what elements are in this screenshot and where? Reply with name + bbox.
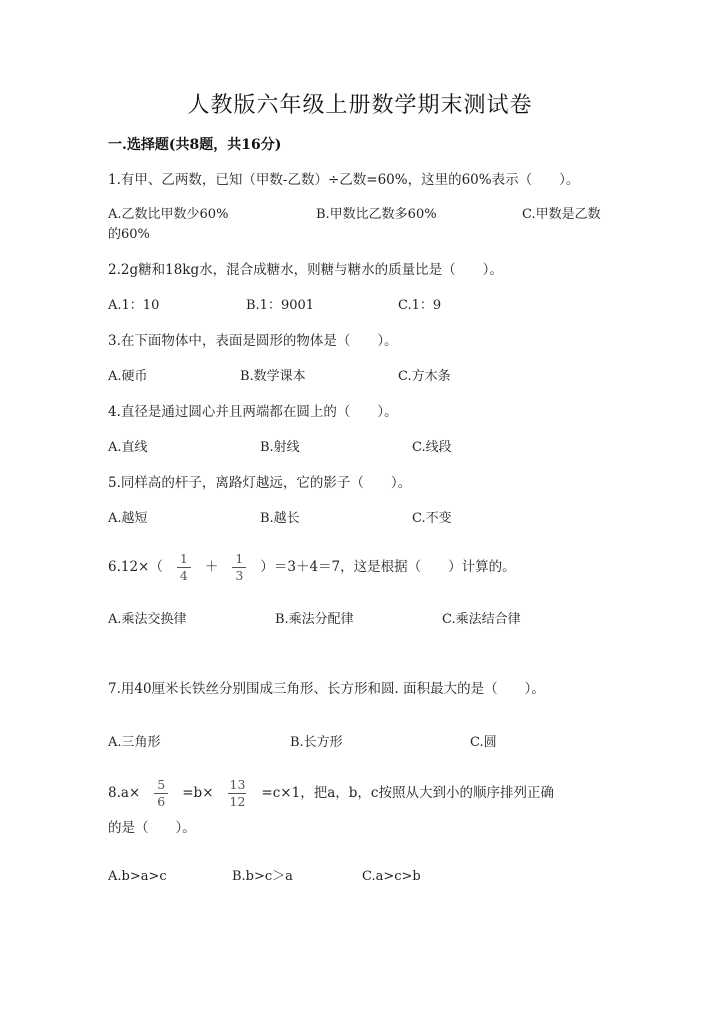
q3-option-a: A.硬币 <box>108 369 148 384</box>
q2-option-a: A.1：10 <box>108 298 160 313</box>
q8-option-a: A.b>a>c <box>108 869 167 884</box>
q8-fraction-2: $\frac{13}{12}$ <box>229 777 246 809</box>
q6-option-c: C.乘法结合律 <box>442 612 521 627</box>
q6-fraction-2: $\frac{1}{3}$ <box>232 552 246 583</box>
question-3: 3.在下面物体中，表面是圆形的物体是（ ）。 <box>108 333 398 349</box>
q8-suffix: =c×1，把a，b，c按照从大到小的顺序排列正确 <box>261 785 554 801</box>
q1-option-b: B.甲数比乙数多60% <box>316 207 437 222</box>
q4-option-c: C.线段 <box>412 440 452 455</box>
page-title: 人教版六年级上册数学期末测试卷 <box>187 93 533 118</box>
q3-option-b: B.数学课本 <box>240 369 306 384</box>
q8-option-b: B.b>c＞a <box>232 869 293 884</box>
q8-fraction-1: $\frac{5}{6}$ <box>154 778 168 809</box>
q8-mid: =b× <box>182 785 214 801</box>
question-4: 4.直径是通过圆心并且两端都在圆上的（ ）。 <box>108 404 398 420</box>
section-heading: 一.选择题(共8题，共16分) <box>108 137 282 153</box>
q5-option-a: A.越短 <box>108 511 148 526</box>
q6-fraction-1: $\frac{1}{4}$ <box>177 552 191 583</box>
q8-option-c: C.a>c>b <box>362 869 421 884</box>
question-1: 1.有甲、乙两数，已知（甲数-乙数）÷乙数=60%，这里的60%表示（ ）。 <box>108 172 580 188</box>
question-8-line-2: 的是（ ）。 <box>108 820 196 836</box>
q7-option-a: A.三角形 <box>108 735 161 750</box>
q6-prefix: 6.12×（ <box>108 559 163 575</box>
q2-option-b: B.1：9001 <box>246 298 315 313</box>
q1-option-c: C.甲数是乙数 <box>522 207 601 222</box>
q1-option-c-continued: 的60% <box>108 227 150 242</box>
q8-prefix: 8.a× <box>108 785 141 801</box>
question-6 <box>108 552 516 583</box>
q1-option-a: A.乙数比甲数少60% <box>108 207 229 222</box>
question-7: 7.用40厘米长铁丝分别围成三角形、长方形和圆. 面积最大的是（ ）。 <box>108 681 545 697</box>
q2-option-c: C.1：9 <box>398 298 442 313</box>
q6-suffix: ）＝3＋4＝7，这是根据（ ）计算的。 <box>260 559 516 575</box>
question-5: 5.同样高的杆子，离路灯越远，它的影子（ ）。 <box>108 475 412 491</box>
q4-option-a: A.直线 <box>108 440 148 455</box>
q7-option-b: B.长方形 <box>290 735 343 750</box>
q6-plus: ＋ <box>204 559 219 575</box>
question-2: 2.2g糖和18kg水，混合成糖水，则糖与糖水的质量比是（ ）。 <box>108 262 503 278</box>
q3-option-c: C.方木条 <box>398 369 451 384</box>
q6-option-a: A.乘法交换律 <box>108 612 187 627</box>
q7-option-c: C.圆 <box>470 735 497 750</box>
q4-option-b: B.射线 <box>260 440 300 455</box>
q5-option-c: C.不变 <box>412 511 452 526</box>
question-8 <box>108 778 554 809</box>
q5-option-b: B.越长 <box>260 511 300 526</box>
q6-option-b: B.乘法分配律 <box>275 612 354 627</box>
